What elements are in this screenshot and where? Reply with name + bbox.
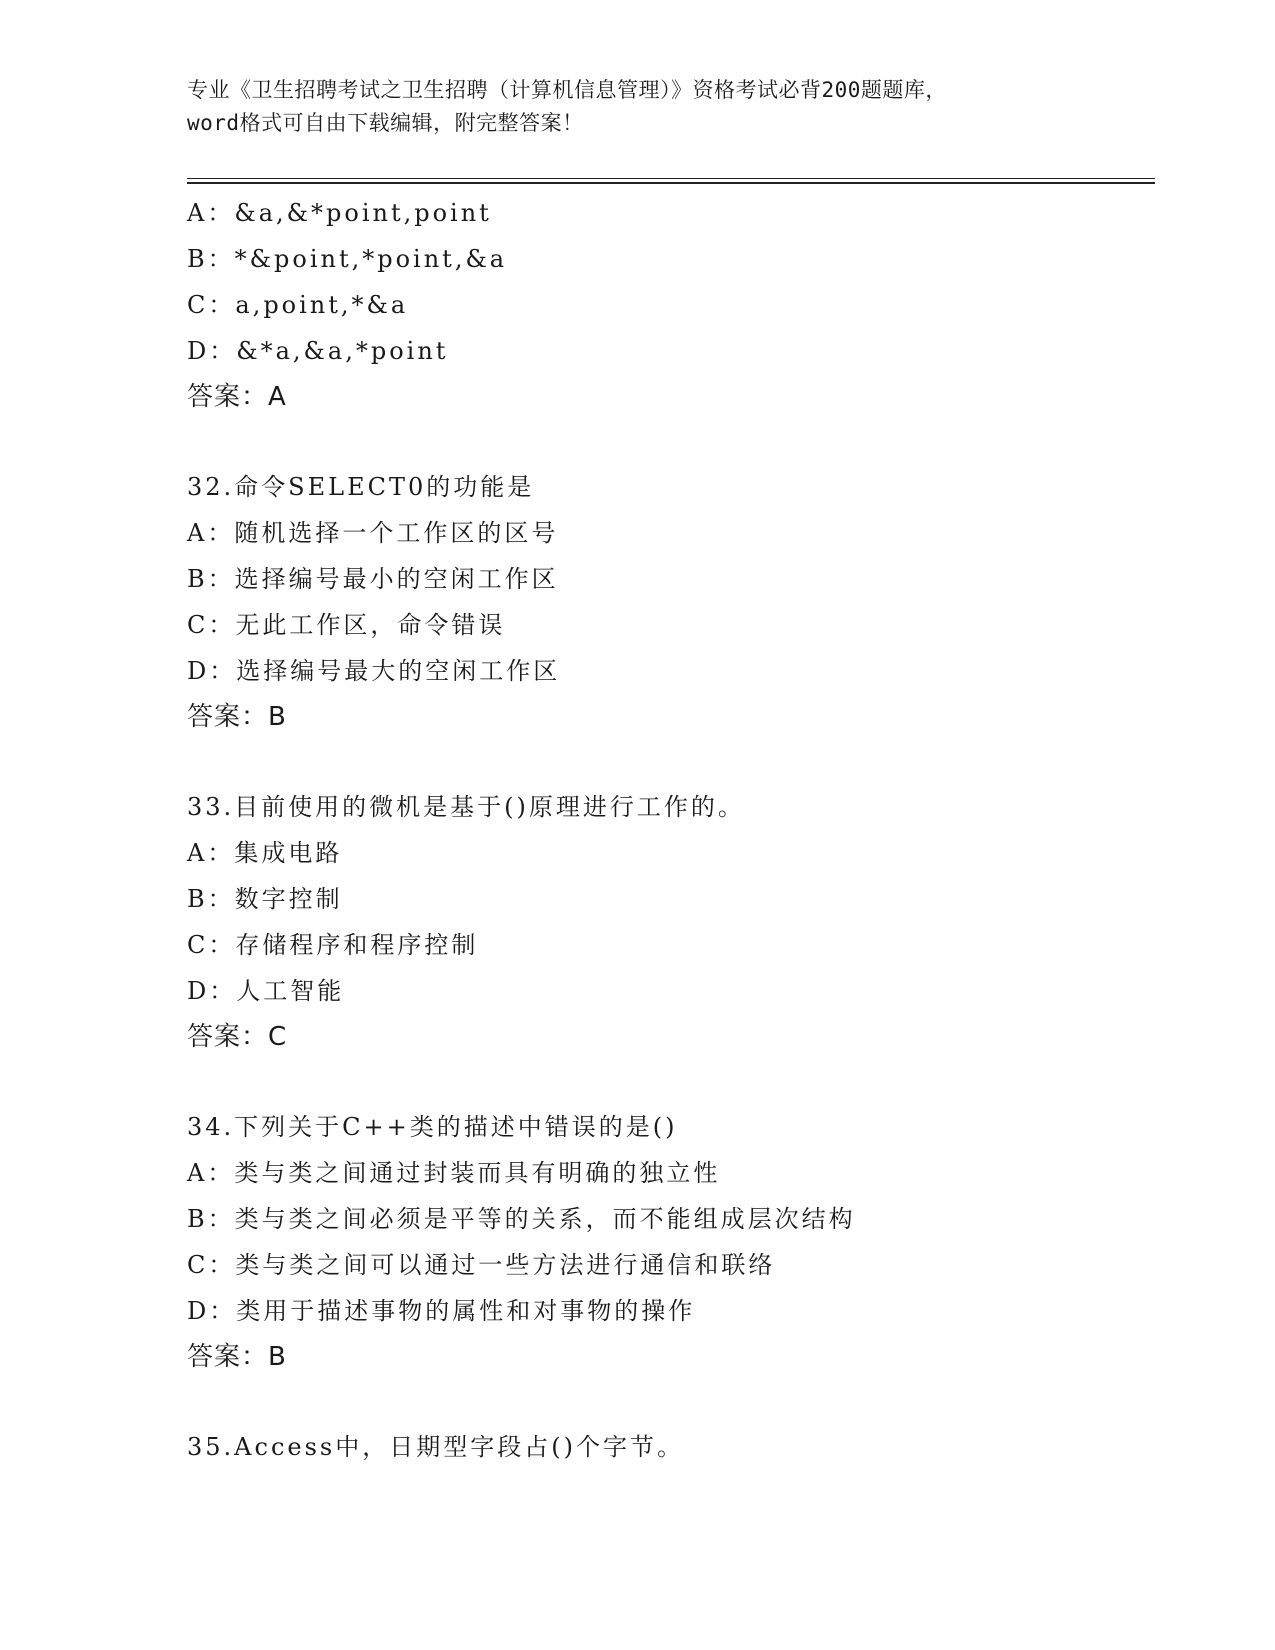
question-33 — [187, 784, 1167, 1060]
option-a: A：&a,&*point,point — [187, 199, 492, 227]
header-divider-thin — [187, 178, 1155, 179]
document-header — [187, 74, 1097, 140]
option-c: C：无此工作区，命令错误 — [187, 611, 506, 639]
option-c: C：存储程序和程序控制 — [187, 931, 479, 959]
question-34 — [187, 1104, 1167, 1380]
question-stem: 34.下列关于C++类的描述中错误的是() — [187, 1113, 678, 1141]
option-a: A：随机选择一个工作区的区号 — [187, 519, 559, 547]
question-31-continued — [187, 190, 1167, 420]
header-line-2: word格式可自由下载编辑，附完整答案！ — [187, 111, 584, 135]
answer: 答案：B — [187, 1342, 287, 1372]
option-a: A：集成电路 — [187, 839, 343, 867]
option-b: B：*&point,*point,&a — [187, 245, 508, 273]
option-b: B：类与类之间必须是平等的关系，而不能组成层次结构 — [187, 1205, 856, 1233]
option-c: C：类与类之间可以通过一些方法进行通信和联络 — [187, 1251, 776, 1279]
option-d: D：选择编号最大的空闲工作区 — [187, 657, 561, 685]
option-c: C：a,point,*&a — [187, 291, 409, 319]
answer: 答案：A — [187, 382, 287, 412]
question-list — [187, 190, 1167, 1470]
option-b: B：选择编号最小的空闲工作区 — [187, 565, 559, 593]
question-stem: 33.目前使用的微机是基于()原理进行工作的。 — [187, 793, 745, 821]
option-d: D：人工智能 — [187, 977, 345, 1005]
question-stem: 35.Access中，日期型字段占()个字节。 — [187, 1433, 684, 1461]
question-35 — [187, 1424, 1167, 1470]
header-line-1: 专业《卫生招聘考试之卫生招聘（计算机信息管理）》资格考试必背200题题库， — [187, 78, 947, 102]
option-d: D：&*a,&a,*point — [187, 337, 449, 365]
question-32 — [187, 464, 1167, 740]
question-stem: 32.命令SELECT0的功能是 — [187, 473, 535, 501]
option-a: A：类与类之间通过封装而具有明确的独立性 — [187, 1159, 721, 1187]
answer: 答案：C — [187, 1022, 288, 1052]
header-divider-thick — [187, 182, 1155, 184]
option-b: B：数字控制 — [187, 885, 343, 913]
option-d: D：类用于描述事物的属性和对事物的操作 — [187, 1297, 696, 1325]
answer: 答案：B — [187, 702, 287, 732]
